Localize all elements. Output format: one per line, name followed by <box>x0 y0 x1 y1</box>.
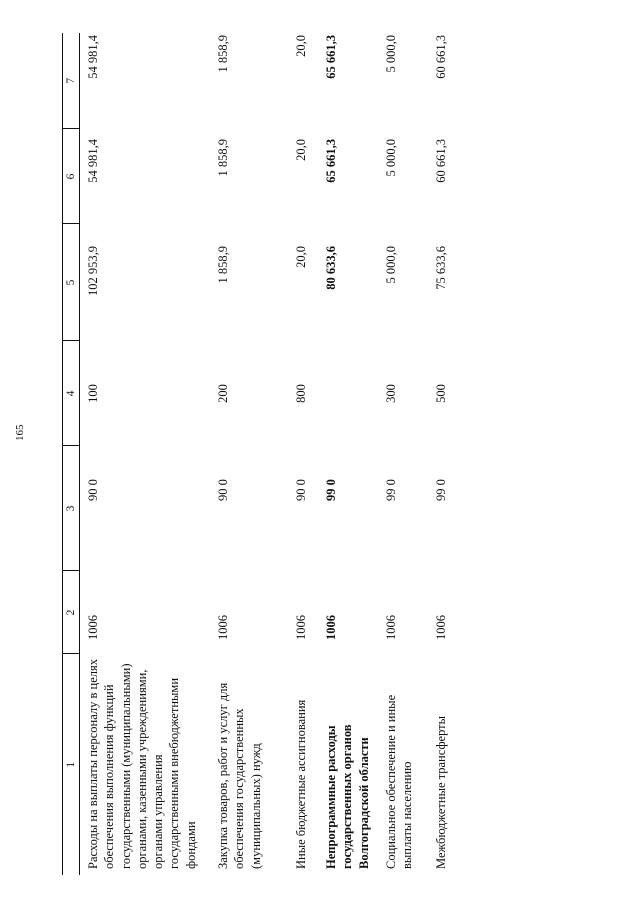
row-label: Иные бюджетные ассигнования <box>294 699 308 869</box>
amount-col-6: 1 858,9 <box>216 139 230 177</box>
header-col-4: 4 <box>63 341 80 446</box>
table-row <box>429 33 459 875</box>
program-code: 99 0 <box>324 479 338 501</box>
amount-col-7: 60 661,3 <box>434 35 448 79</box>
header-col-6: 6 <box>63 129 80 224</box>
budget-table <box>62 33 459 875</box>
amount-col-7: 54 981,4 <box>86 35 100 79</box>
section-code: 1006 <box>434 615 448 640</box>
page-number: 165 <box>14 424 26 441</box>
amount-col-5: 20,0 <box>294 246 308 268</box>
table-row <box>209 33 289 875</box>
amount-col-7: 1 858,9 <box>216 35 230 73</box>
program-code: 90 0 <box>86 479 100 501</box>
header-col-1: 1 <box>63 654 80 875</box>
program-code: 90 0 <box>294 479 308 501</box>
section-code: 1006 <box>216 615 230 640</box>
section-code: 1006 <box>384 615 398 640</box>
row-label: Межбюджетные трансферты <box>434 715 448 869</box>
header-col-7: 7 <box>63 33 80 129</box>
amount-col-6: 54 981,4 <box>86 139 100 183</box>
expense-type-code: 200 <box>216 384 230 403</box>
table-row <box>379 33 429 875</box>
row-label: Расходы на выплаты персоналу в целях обеспечения выполнения функций государственными (муниципальными) органами, казенными учреждениями, органами управления государственными внебюджетными фондами <box>86 659 198 869</box>
amount-col-6: 60 661,3 <box>434 139 448 183</box>
program-code: 99 0 <box>384 479 398 501</box>
header-col-2: 2 <box>63 571 80 654</box>
expense-type-code: 100 <box>86 384 100 403</box>
row-label: Социальное обеспечение и иные выплаты населению <box>384 694 415 869</box>
amount-col-5: 5 000,0 <box>384 246 398 284</box>
amount-col-7: 5 000,0 <box>384 35 398 73</box>
table-row <box>80 33 210 875</box>
amount-col-5: 80 633,6 <box>324 246 338 290</box>
table-row <box>319 33 379 875</box>
header-col-3: 3 <box>63 446 80 571</box>
amount-col-6: 65 661,3 <box>324 139 338 183</box>
amount-col-6: 20,0 <box>294 139 308 161</box>
section-code: 1006 <box>324 615 338 640</box>
amount-col-7: 20,0 <box>294 35 308 57</box>
row-label: Закупка товаров, работ и услуг для обеспечения государственных (муниципальных) нужд <box>216 682 263 869</box>
amount-col-5: 102 953,9 <box>86 246 100 296</box>
expense-type-code: 300 <box>384 384 398 403</box>
amount-col-6: 5 000,0 <box>384 139 398 177</box>
program-code: 99 0 <box>434 479 448 501</box>
amount-col-5: 1 858,9 <box>216 246 230 284</box>
header-col-5: 5 <box>63 224 80 341</box>
amount-col-5: 75 633,6 <box>434 246 448 290</box>
expense-type-code: 800 <box>294 384 308 403</box>
row-label: Непрограммные расходы государственных органов Волгоградской области <box>324 724 371 869</box>
expense-type-code: 500 <box>434 384 448 403</box>
expense-type-code <box>319 341 379 446</box>
section-code: 1006 <box>294 615 308 640</box>
section-code: 1006 <box>86 615 100 640</box>
program-code: 90 0 <box>216 479 230 501</box>
table-row <box>289 33 319 875</box>
table-header <box>63 33 80 875</box>
amount-col-7: 65 661,3 <box>324 35 338 79</box>
